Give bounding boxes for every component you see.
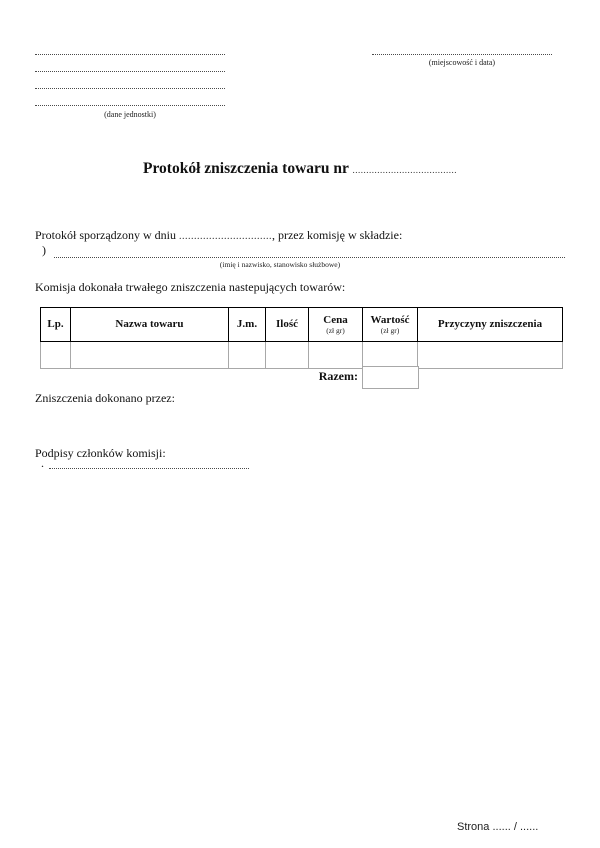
signature-blank-line [49, 456, 249, 469]
total-value-box [362, 366, 419, 389]
issuer-blank-line-4 [35, 105, 225, 106]
commission-member-line [42, 243, 565, 258]
goods-table [40, 307, 563, 369]
col-header-cena-unit: (zł gr) [326, 325, 345, 335]
destruction-by-heading: Zniszczenia dokonano przez: [35, 391, 175, 405]
cell-ilosc [266, 342, 309, 369]
goods-table-header-row [41, 308, 563, 342]
signature-line-prefix: . [41, 456, 44, 470]
col-header-ilosc: Ilość [266, 308, 309, 342]
place-date-caption: (miejscowość i data) [428, 58, 496, 67]
member-line-caption: (imię i nazwisko, stanowisko służbowe) [219, 260, 341, 269]
issuer-caption: (dane jednostki) [104, 110, 156, 119]
issuer-blank-line-3 [35, 88, 225, 89]
member-line-paren: ) [42, 243, 46, 257]
total-label: Razem: [318, 369, 358, 383]
document-number-dots: ...................................... [352, 165, 457, 175]
document-title-text: Protokół zniszczenia towaru nr [142, 160, 349, 177]
made-on-suffix: , przez komisję w składzie: [271, 228, 403, 242]
made-on-line [35, 228, 402, 243]
cell-cena [309, 342, 363, 369]
col-header-lp: Lp. [41, 308, 71, 342]
issuer-blank-line-1 [35, 54, 225, 55]
col-header-przyczyny: Przyczyny zniszczenia [418, 308, 563, 342]
place-date-blank-line [372, 54, 552, 55]
cell-przyczyny [418, 342, 563, 369]
made-on-prefix: Protokół sporządzony w dniu [35, 228, 179, 242]
cell-jm [229, 342, 266, 369]
col-header-jm: J.m. [229, 308, 266, 342]
signatures-heading: Podpisy członków komisji: [35, 446, 166, 460]
page-number: Strona ...... / ...... [457, 821, 539, 833]
cell-wartosc [363, 342, 418, 369]
col-header-nazwa-towaru: Nazwa towaru [71, 308, 229, 342]
cell-nazwa-towaru [71, 342, 229, 369]
cell-lp [41, 342, 71, 369]
commission-statement: Komisja dokonała trwałego zniszczenia nastepujących towarów: [35, 280, 346, 294]
goods-table-empty-row [41, 342, 563, 369]
document-title [0, 160, 600, 178]
col-header-wartosc-unit: (zł gr) [380, 325, 400, 335]
member-blank-line [54, 244, 565, 258]
col-header-cena: Cena (zł gr) [309, 308, 363, 342]
col-header-wartosc: Wartość (zł gr) [363, 308, 418, 342]
issuer-blank-line-2 [35, 71, 225, 72]
signature-line [41, 456, 249, 469]
made-on-date-dots: ............................... [178, 231, 272, 242]
